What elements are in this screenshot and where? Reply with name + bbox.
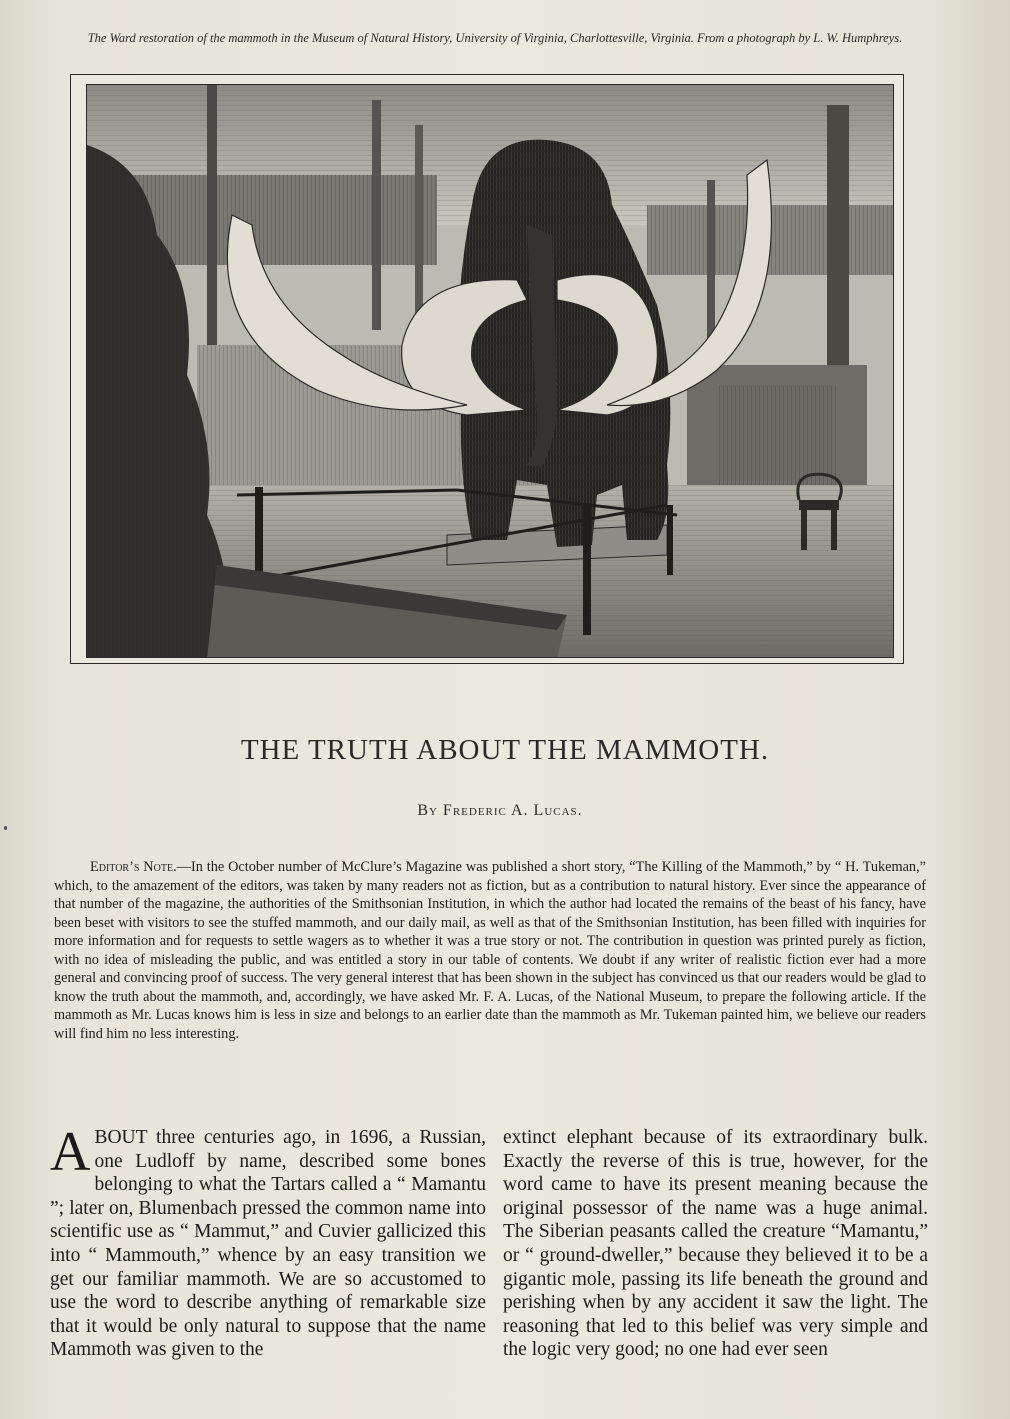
article-title: THE TRUTH ABOUT THE MAMMOTH.: [240, 734, 770, 766]
editor-note-text: —In the October number of McClure’s Magazine was published a short story, “The Killing of the Mammoth,” by “ H. Tukeman,” which, to the amazement of the editors, was taken by many readers not as fiction, but as a contribution to natural history. Ever since the appearance of that number of the magazine, the authorities of the Smithsonian Institution, in which the author had located the remains of the beast of his fancy, have been beset with visitors to see the stuffed mammoth, and our daily mail, as well as that of the Smithsonian Institution, has been filled with inquiries for more information and for requests to settle wagers as to whether it was a true story or not. The contribution in question was printed purely as fiction, with no idea of misleading the public, and was entitled a story in our table of contents. We doubt if any writer of realistic fiction ever had a more general and convincing proof of success. The very general interest that has been shown in the subject has convinced us that our readers would be glad to know the truth about the mammoth, and, accordingly, we have asked Mr. F. A. Lucas, of the National Museum, to prepare the following article. If the mammoth as Mr. Lucas knows him is less in size and belongs to an earlier date than the mammoth as Mr. Tukeman painted him, we believe our readers will find him no less interesting.: [54, 859, 926, 1042]
article-byline: By Frederic A. Lucas.: [417, 802, 583, 819]
mammoth-engraving: [86, 84, 894, 658]
left-column: [50, 1126, 486, 1419]
right-column-text: extinct elephant because of its extraordinary bulk. Exactly the reverse of this is true, however, for the word came to have its present meaning because the original possessor of the name was a huge animal. The Siberian peasants called the creature “Mamantu,” or “ ground-dweller,” because they believed it to be a gigantic mole, passing its life beneath the ground and perishing when by any accident it saw the light. The reasoning that led to this belief was very simple and the logic very good; no one had ever seen: [503, 1127, 928, 1361]
drop-cap: A: [50, 1126, 91, 1183]
editor-note: [54, 858, 926, 1043]
mammoth-illustration: [87, 85, 894, 658]
right-column: [503, 1126, 928, 1419]
margin-speck: [4, 826, 7, 830]
left-column-text: BOUT three centuries ago, in 1696, a Russian, one Ludloff by name, described some bones belonging to what the Tartars called a “ Mamantu ”; later on, Blumenbach pressed the common name into scientific use as “ Mammut,” and Cuvier gallicized this into “ Mammouth,” whence by an easy transition we get our familiar mammoth. We are so accustomed to use the word to describe anything of remarkable size that it would be only natural to suppose that the name Mammoth was given to the: [50, 1127, 486, 1361]
editor-note-label: Editor’s Note.: [90, 859, 177, 875]
figure-caption: The Ward restoration of the mammoth in the Museum of Natural History, University of Virginia, Charlottesville, Virginia. From a photograph by L. W. Humphreys.: [87, 31, 903, 45]
